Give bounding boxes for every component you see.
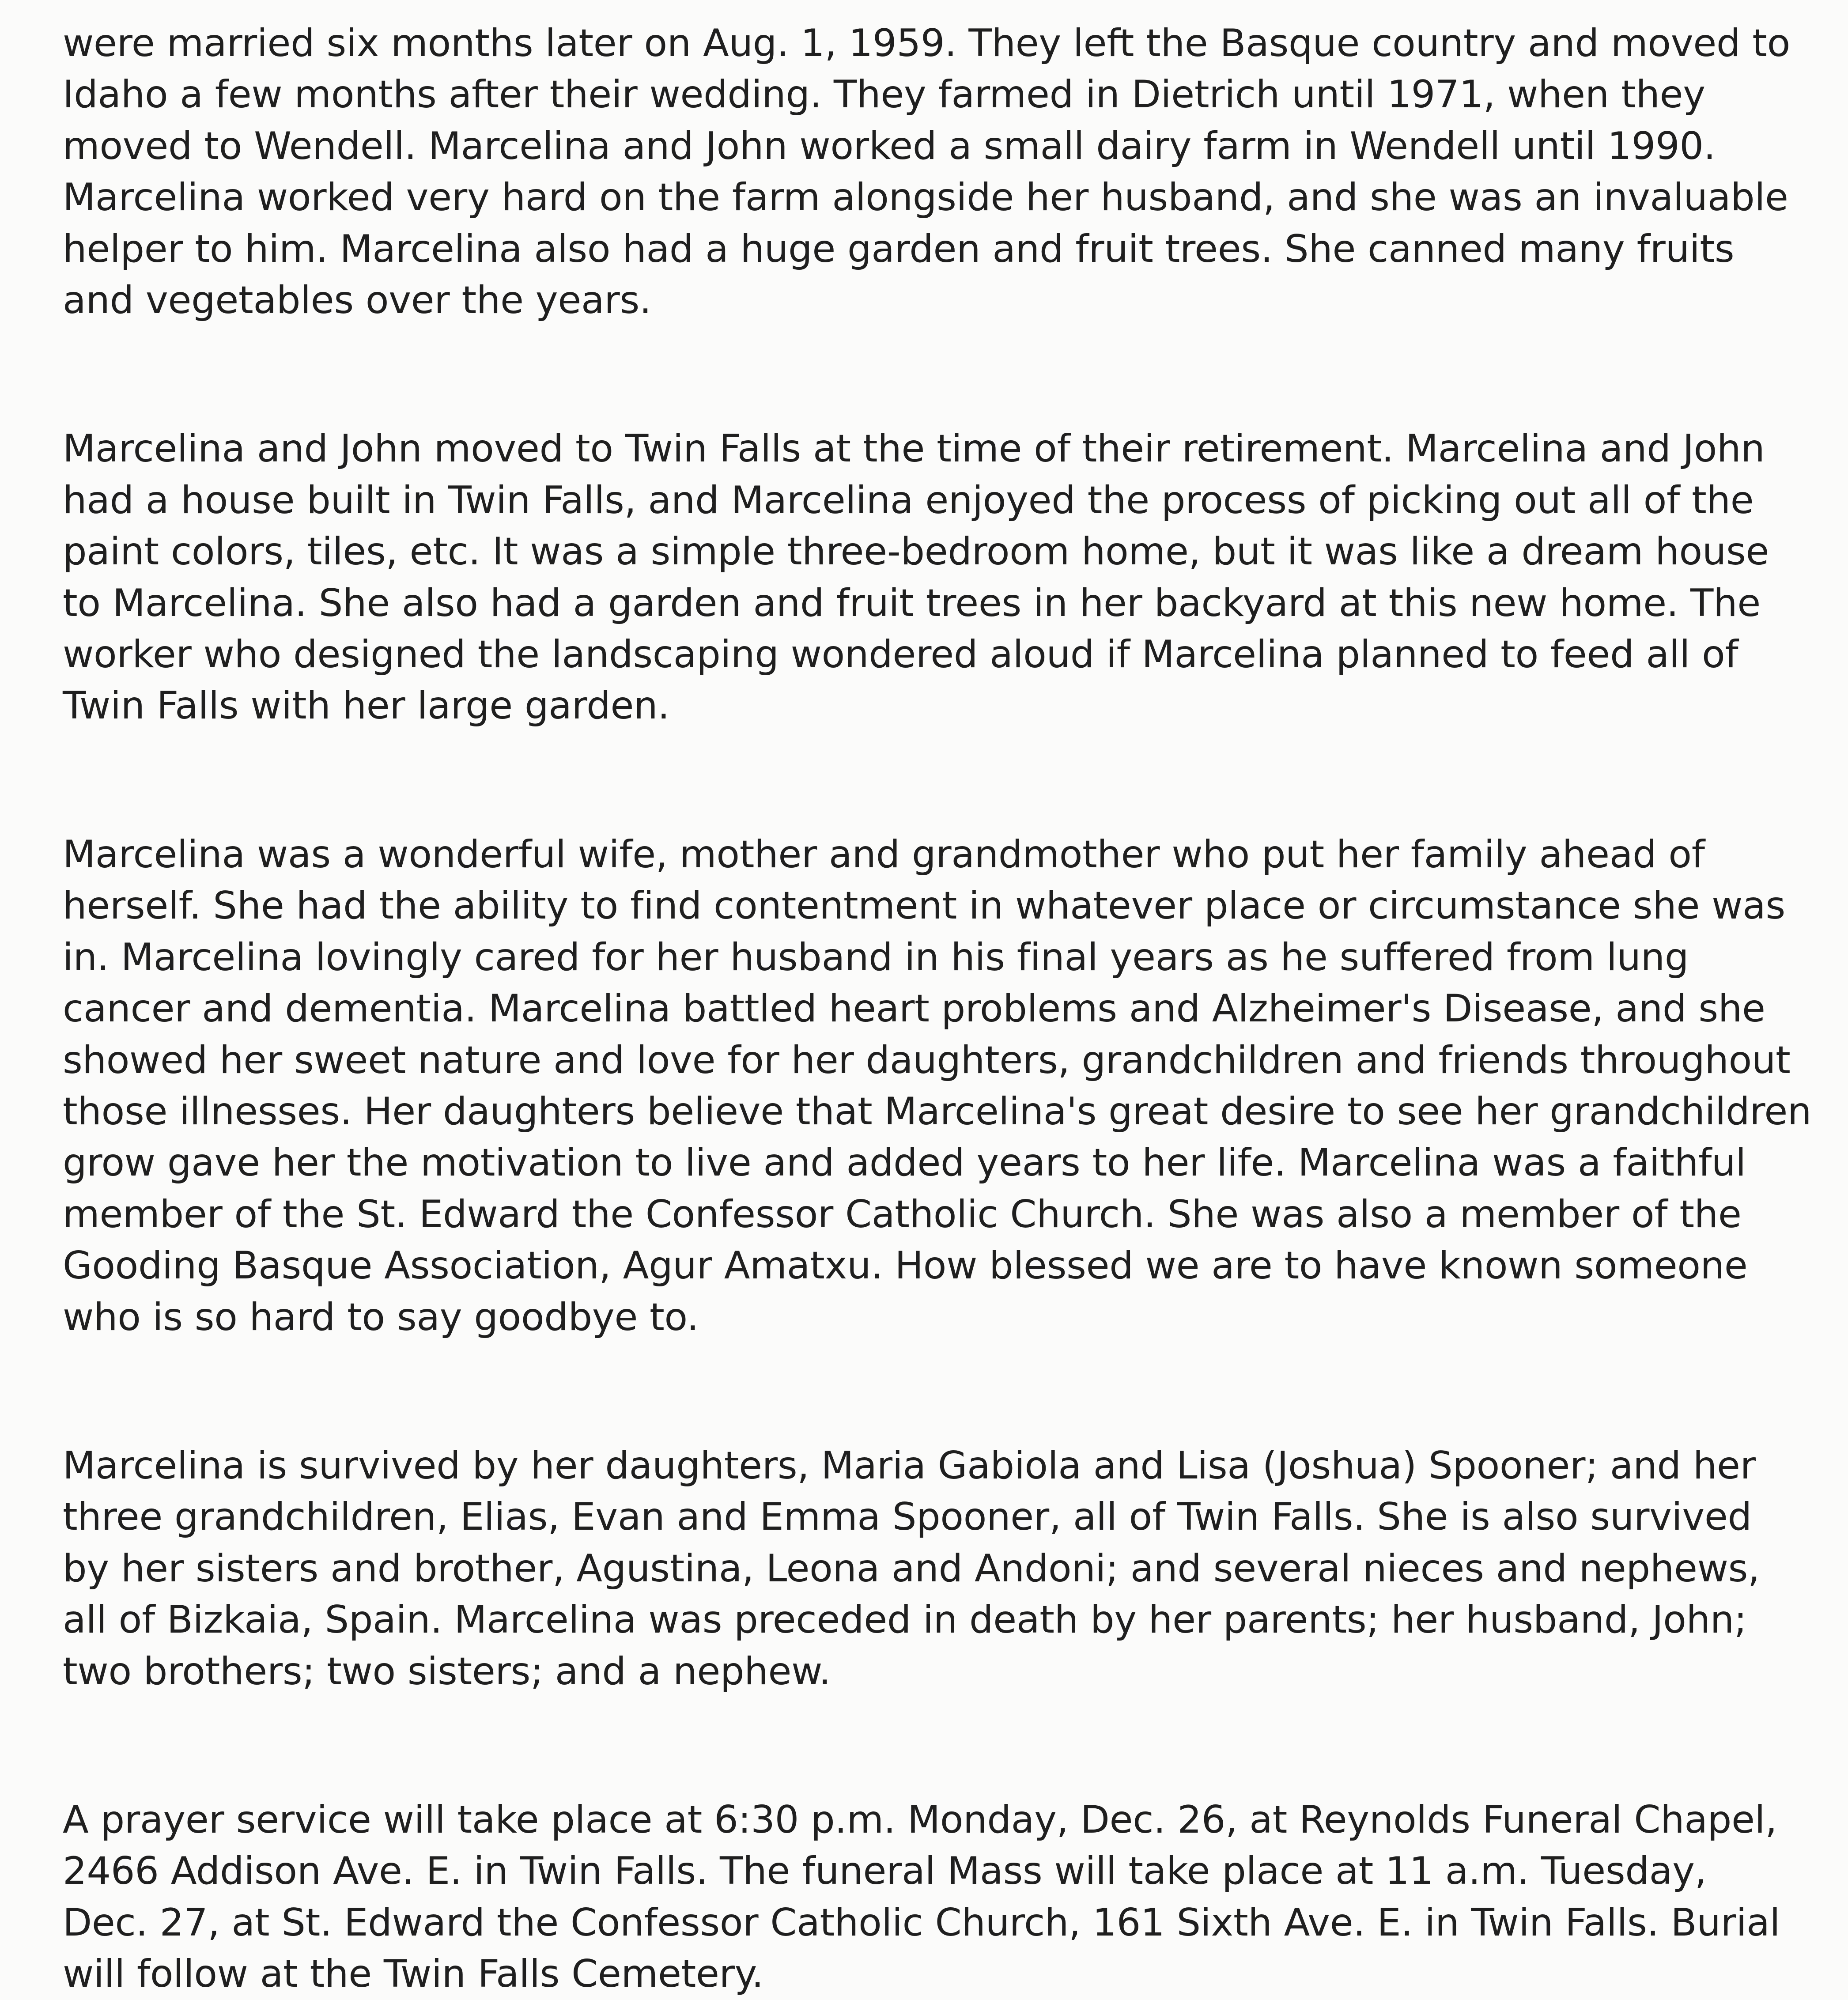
text-line: herself. She had the ability to find contentment in whatever place or circumstance she was [63, 884, 1786, 928]
text-line: paint colors, tiles, etc. It was a simple three-bedroom home, but it was like a dream house [63, 529, 1769, 574]
text-line: 2466 Addison Ave. E. in Twin Falls. The funeral Mass will take place at 11 a.m. Tuesday, [63, 1849, 1707, 1894]
text-line: two brothers; two sisters; and a nephew. [63, 1649, 831, 1694]
text-line: Dec. 27, at St. Edward the Confessor Catholic Church, 161 Sixth Ave. E. in Twin Falls. Burial [63, 1900, 1780, 1945]
text-line: cancer and dementia. Marcelina battled heart problems and Alzheimer's Disease, and she [63, 987, 1765, 1031]
text-line: worker who designed the landscaping wondered aloud if Marcelina planned to feed all of [63, 632, 1738, 677]
text-line: in. Marcelina lovingly cared for her husband in his final years as he suffered from lung [63, 935, 1689, 979]
paragraph-marriage-and-farming [63, 18, 1800, 326]
paragraph-spacer [63, 732, 1800, 829]
text-line: showed her sweet nature and love for her daughters, grandchildren and friends throughout [63, 1038, 1791, 1082]
text-line: helper to him. Marcelina also had a huge garden and fruit trees. She canned many fruits [63, 227, 1735, 271]
text-line: those illnesses. Her daughters believe that Marcelina's great desire to see her grandchildren [63, 1089, 1812, 1134]
text-line: who is so hard to say goodbye to. [63, 1295, 699, 1339]
text-line: grow gave her the motivation to live and added years to her life. Marcelina was a faithful [63, 1141, 1746, 1185]
text-line: moved to Wendell. Marcelina and John worked a small dairy farm in Wendell until 1990. [63, 124, 1716, 168]
obituary-page [63, 18, 1812, 2000]
text-line: and vegetables over the years. [63, 278, 651, 323]
text-line: Idaho a few months after their wedding. They farmed in Dietrich until 1971, when they [63, 72, 1705, 117]
text-line: will follow at the Twin Falls Cemetery. [63, 1952, 764, 1996]
text-line: to Marcelina. She also had a garden and fruit trees in her backyard at this new home. The [63, 581, 1761, 625]
text-line: three grandchildren, Elias, Evan and Emma Spooner, all of Twin Falls. She is also survived [63, 1495, 1752, 1539]
text-line: had a house built in Twin Falls, and Marcelina enjoyed the process of picking out all of the [63, 478, 1754, 522]
text-line: Gooding Basque Association, Agur Amatxu. How blessed we are to have known someone [63, 1244, 1748, 1288]
paragraph-survivors [63, 1440, 1800, 1697]
text-line: Marcelina and John moved to Twin Falls at the time of their retirement. Marcelina and John [63, 427, 1765, 471]
text-line: Marcelina worked very hard on the farm alongside her husband, and she was an invaluable [63, 175, 1788, 220]
text-line: Twin Falls with her large garden. [63, 684, 670, 728]
paragraph-spacer [63, 1697, 1800, 1794]
text-line: Marcelina is survived by her daughters, Maria Gabiola and Lisa (Joshua) Spooner; and her [63, 1443, 1756, 1488]
text-line: were married six months later on Aug. 1, 1959. They left the Basque country and moved to [63, 21, 1791, 65]
text-line: member of the St. Edward the Confessor Catholic Church. She was also a member of the [63, 1192, 1742, 1236]
paragraph-services [63, 1794, 1800, 2000]
text-line: all of Bizkaia, Spain. Marcelina was preceded in death by her parents; her husband, John; [63, 1598, 1747, 1642]
text-line: by her sisters and brother, Agustina, Leona and Andoni; and several nieces and nephews, [63, 1546, 1760, 1591]
paragraph-spacer [63, 1343, 1800, 1440]
paragraph-retirement-home [63, 423, 1800, 731]
paragraph-character-and-faith [63, 829, 1812, 1343]
text-line: Marcelina was a wonderful wife, mother and grandmother who put her family ahead of [63, 832, 1705, 877]
text-line: A prayer service will take place at 6:30 p.m. Monday, Dec. 26, at Reynolds Funeral Chapel, [63, 1797, 1777, 1842]
paragraph-spacer [63, 326, 1800, 423]
